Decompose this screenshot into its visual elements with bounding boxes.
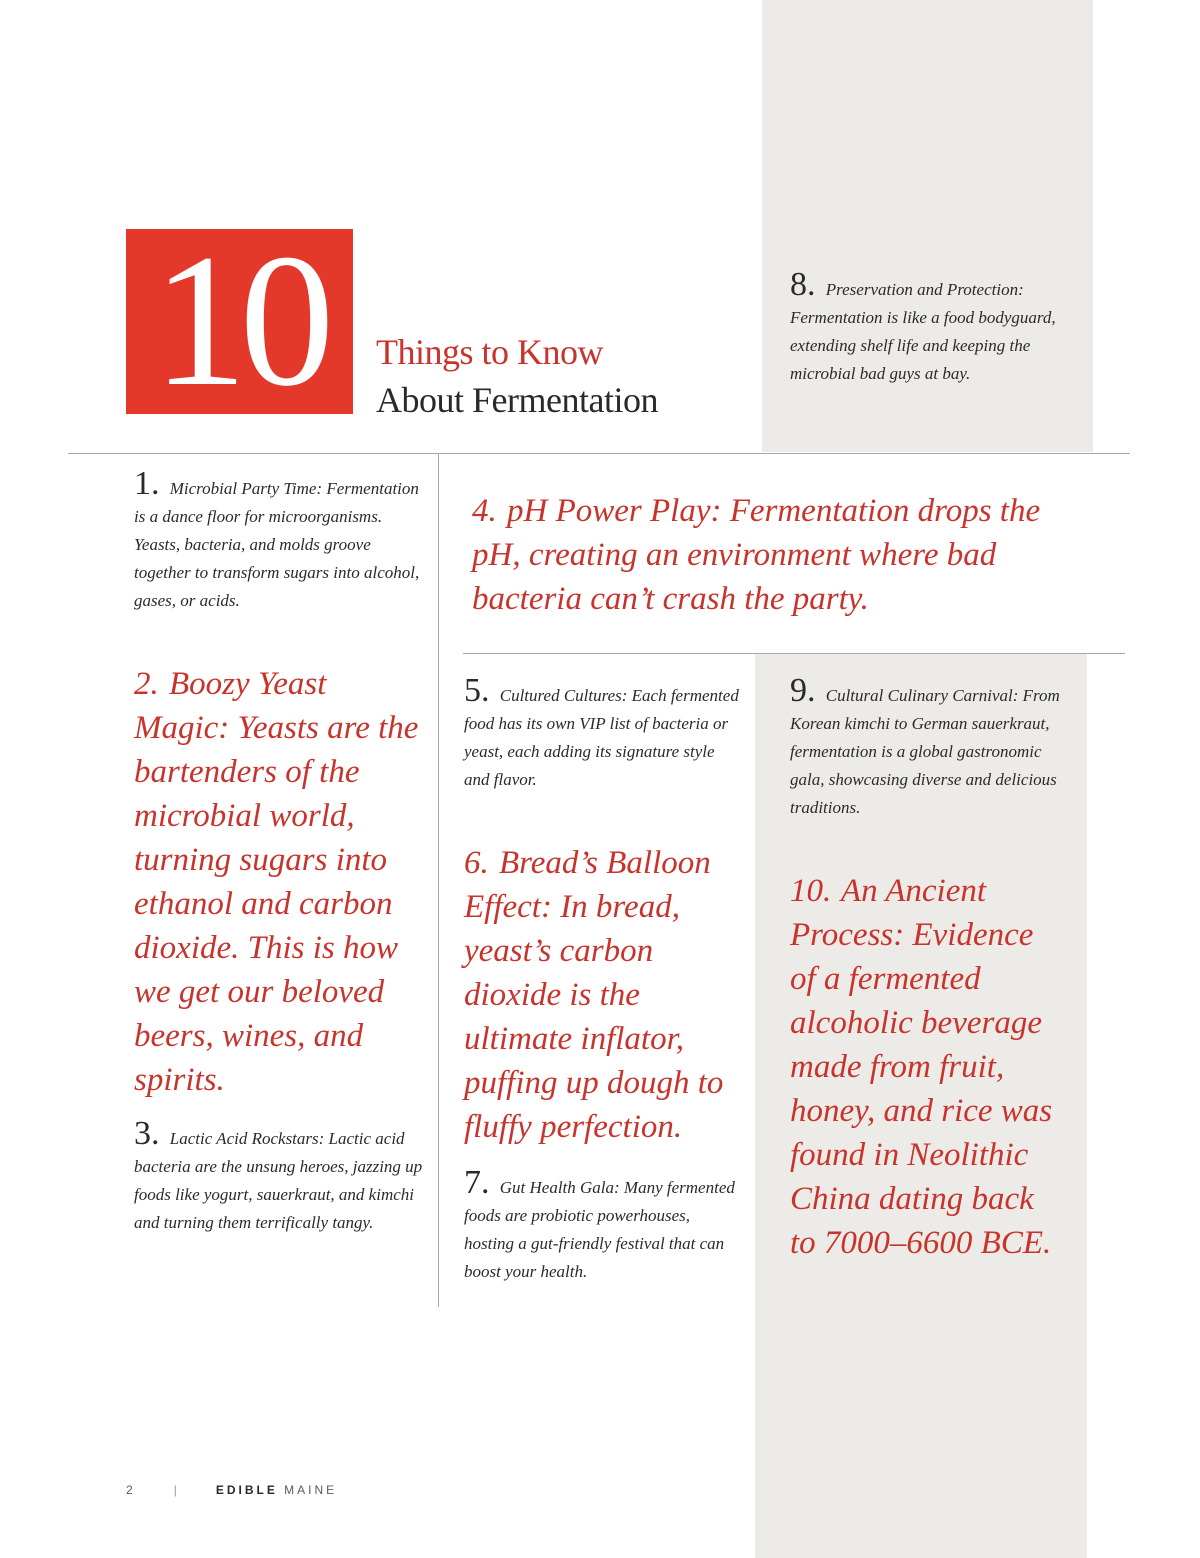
item-number: 5.	[464, 672, 490, 709]
publication-name-rest: MAINE	[284, 1483, 338, 1497]
item-text: Gut Health Gala: Many fermented foods are probiotic powerhouses, hosting a gut-friendly festival that can boost your health.	[464, 1178, 735, 1281]
item-text: Microbial Party Time: Fermentation is a dance floor for microorganisms. Yeasts, bacteria, and molds groove together to transform sugars into alcohol, gases, or acids.	[134, 479, 420, 610]
item-text: Lactic Acid Rockstars: Lactic acid bacteria are the unsung heroes, jazzing up foods like yogurt, sauerkraut, and kimchi and turning them terrifically tangy.	[134, 1129, 423, 1232]
publication-name-bold: EDIBLE	[215, 1483, 278, 1497]
item-number: 10.	[790, 873, 832, 909]
item-4	[472, 489, 1092, 621]
page-footer	[126, 1483, 337, 1497]
item-9	[790, 672, 1070, 822]
item-3	[134, 1115, 424, 1237]
item-5	[464, 672, 744, 794]
footer-separator: |	[173, 1483, 180, 1497]
column-divider	[438, 453, 439, 1307]
item-8	[790, 266, 1060, 388]
item-6	[464, 841, 749, 1149]
big-number: 10	[152, 229, 327, 414]
item-7	[464, 1164, 744, 1286]
item-number: 1.	[134, 465, 160, 502]
item-number: 8.	[790, 266, 816, 303]
item-number: 4.	[472, 493, 497, 529]
page-number: 2	[126, 1483, 136, 1497]
title-line-1: Things to Know	[376, 332, 603, 372]
item-text: Cultural Culinary Carnival: From Korean kimchi to German sauerkraut, fermentation is a global gastronomic gala, showcasing diverse and delicious traditions.	[790, 686, 1060, 817]
item-text: Boozy Yeast Magic: Yeasts are the bartenders of the microbial world, turning sugars into ethanol and carbon dioxide. This is how we get our beloved beers, wines, and spirits.	[134, 666, 419, 1098]
item-10	[790, 869, 1060, 1265]
item-number: 7.	[464, 1164, 490, 1201]
item-text: An Ancient Process: Evidence of a fermented alcoholic beverage made from fruit, honey, and rice was found in Neolithic China dating back to 7000–6600 BCE.	[790, 873, 1053, 1261]
item-1	[134, 465, 424, 615]
big-number-box	[126, 229, 353, 414]
item-2	[134, 662, 424, 1102]
item-text: Bread’s Balloon Effect: In bread, yeast’s carbon dioxide is the ultimate inflator, puffing up dough to fluffy perfection.	[464, 845, 724, 1145]
item-text: pH Power Play: Fermentation drops the pH, creating an environment where bad bacteria can’t crash the party.	[472, 493, 1041, 617]
item-number: 2.	[134, 666, 159, 702]
item-text: Cultured Cultures: Each fermented food has its own VIP list of bacteria or yeast, each adding its signature style and flavor.	[464, 686, 739, 789]
title-line-2: About Fermentation	[376, 380, 658, 420]
item-number: 9.	[790, 672, 816, 709]
item-text: Preservation and Protection: Fermentation is like a food bodyguard, extending shelf life and keeping the microbial bad guys at bay.	[790, 280, 1056, 383]
item-number: 6.	[464, 845, 489, 881]
item-number: 3.	[134, 1115, 160, 1152]
middle-divider	[463, 653, 1125, 654]
top-divider	[68, 453, 1130, 454]
